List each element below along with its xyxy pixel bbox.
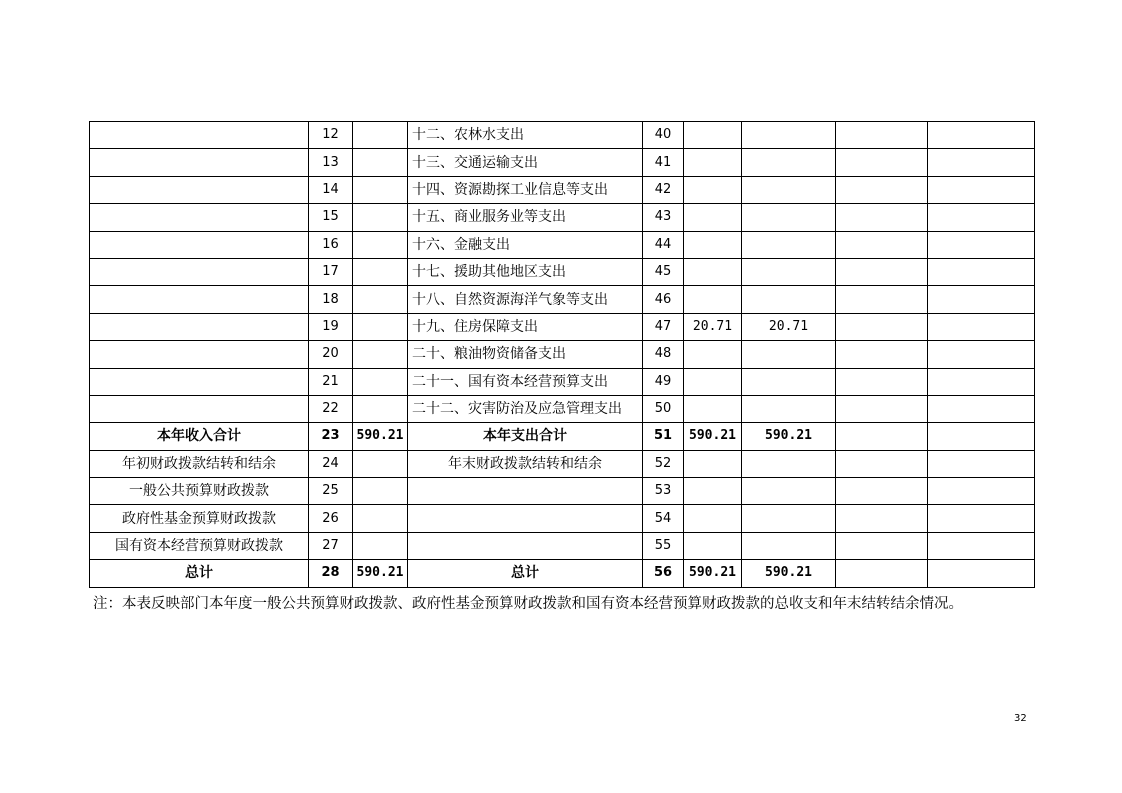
income-item-cell <box>90 204 309 231</box>
general-budget-cell <box>742 505 836 532</box>
gov-fund-cell <box>836 313 928 340</box>
expense-total-cell <box>684 478 742 505</box>
income-line-no-cell: 22 <box>309 395 353 422</box>
state-capital-cell <box>928 560 1035 587</box>
expense-item-cell: 十九、住房保障支出 <box>408 313 643 340</box>
general-budget-cell <box>742 368 836 395</box>
gov-fund-cell <box>836 204 928 231</box>
income-amount-cell <box>353 532 408 559</box>
expense-total-cell: 20.71 <box>684 313 742 340</box>
expense-line-no-cell: 44 <box>643 231 684 258</box>
table-row <box>90 478 1035 505</box>
expense-total-cell <box>684 532 742 559</box>
income-line-no-cell: 14 <box>309 176 353 203</box>
table-row <box>90 313 1035 340</box>
table-row <box>90 176 1035 203</box>
state-capital-cell <box>928 122 1035 149</box>
expense-item-cell: 二十一、国有资本经营预算支出 <box>408 368 643 395</box>
gov-fund-cell <box>836 560 928 587</box>
state-capital-cell <box>928 341 1035 368</box>
expense-line-no-cell: 52 <box>643 450 684 477</box>
income-amount-cell <box>353 341 408 368</box>
expense-line-no-cell: 55 <box>643 532 684 559</box>
income-amount-cell <box>353 258 408 285</box>
expense-total-cell <box>684 122 742 149</box>
expense-line-no-cell: 46 <box>643 286 684 313</box>
expense-total-cell <box>684 204 742 231</box>
income-amount-cell <box>353 450 408 477</box>
expense-item-cell: 十八、自然资源海洋气象等支出 <box>408 286 643 313</box>
general-budget-cell <box>742 341 836 368</box>
expense-item-cell: 十四、资源勘探工业信息等支出 <box>408 176 643 203</box>
table-row <box>90 423 1035 450</box>
gov-fund-cell <box>836 532 928 559</box>
gov-fund-cell <box>836 149 928 176</box>
expense-line-no-cell: 53 <box>643 478 684 505</box>
table-row <box>90 505 1035 532</box>
table-body <box>90 122 1035 588</box>
state-capital-cell <box>928 231 1035 258</box>
expense-item-cell: 二十、粮油物资储备支出 <box>408 341 643 368</box>
expense-total-cell <box>684 505 742 532</box>
income-line-no-cell: 27 <box>309 532 353 559</box>
state-capital-cell <box>928 258 1035 285</box>
income-amount-cell <box>353 313 408 340</box>
expense-line-no-cell: 49 <box>643 368 684 395</box>
income-item-cell <box>90 122 309 149</box>
income-line-no-cell: 17 <box>309 258 353 285</box>
income-amount-cell <box>353 231 408 258</box>
gov-fund-cell <box>836 423 928 450</box>
state-capital-cell <box>928 149 1035 176</box>
table-row <box>90 560 1035 587</box>
general-budget-cell <box>742 122 836 149</box>
general-budget-cell: 20.71 <box>742 313 836 340</box>
income-line-no-cell: 21 <box>309 368 353 395</box>
state-capital-cell <box>928 478 1035 505</box>
income-item-cell <box>90 231 309 258</box>
income-amount-cell: 590.21 <box>353 423 408 450</box>
general-budget-cell <box>742 286 836 313</box>
income-line-no-cell: 28 <box>309 560 353 587</box>
expense-line-no-cell: 47 <box>643 313 684 340</box>
expense-line-no-cell: 56 <box>643 560 684 587</box>
income-line-no-cell: 19 <box>309 313 353 340</box>
expense-line-no-cell: 54 <box>643 505 684 532</box>
table-row <box>90 286 1035 313</box>
income-line-no-cell: 24 <box>309 450 353 477</box>
income-item-cell: 总计 <box>90 560 309 587</box>
expense-item-cell: 总计 <box>408 560 643 587</box>
general-budget-cell <box>742 532 836 559</box>
table-row <box>90 450 1035 477</box>
general-budget-cell <box>742 149 836 176</box>
table-row <box>90 204 1035 231</box>
income-line-no-cell: 25 <box>309 478 353 505</box>
state-capital-cell <box>928 532 1035 559</box>
state-capital-cell <box>928 313 1035 340</box>
expense-line-no-cell: 42 <box>643 176 684 203</box>
expense-total-cell <box>684 341 742 368</box>
general-budget-cell <box>742 176 836 203</box>
income-amount-cell <box>353 122 408 149</box>
income-item-cell: 年初财政拨款结转和结余 <box>90 450 309 477</box>
budget-table <box>89 121 1035 588</box>
income-line-no-cell: 23 <box>309 423 353 450</box>
expense-line-no-cell: 41 <box>643 149 684 176</box>
state-capital-cell <box>928 286 1035 313</box>
state-capital-cell <box>928 204 1035 231</box>
general-budget-cell <box>742 395 836 422</box>
income-amount-cell <box>353 204 408 231</box>
state-capital-cell <box>928 450 1035 477</box>
expense-item-cell: 十五、商业服务业等支出 <box>408 204 643 231</box>
expense-total-cell <box>684 395 742 422</box>
income-amount-cell <box>353 478 408 505</box>
expense-total-cell <box>684 231 742 258</box>
gov-fund-cell <box>836 450 928 477</box>
income-amount-cell <box>353 505 408 532</box>
income-item-cell: 本年收入合计 <box>90 423 309 450</box>
income-line-no-cell: 26 <box>309 505 353 532</box>
expense-total-cell <box>684 368 742 395</box>
expense-line-no-cell: 43 <box>643 204 684 231</box>
income-item-cell: 政府性基金预算财政拨款 <box>90 505 309 532</box>
expense-item-cell <box>408 505 643 532</box>
general-budget-cell <box>742 258 836 285</box>
income-line-no-cell: 20 <box>309 341 353 368</box>
table-row <box>90 341 1035 368</box>
general-budget-cell <box>742 450 836 477</box>
state-capital-cell <box>928 176 1035 203</box>
expense-item-cell: 十三、交通运输支出 <box>408 149 643 176</box>
general-budget-cell <box>742 204 836 231</box>
gov-fund-cell <box>836 395 928 422</box>
income-amount-cell <box>353 368 408 395</box>
expense-total-cell: 590.21 <box>684 423 742 450</box>
expense-line-no-cell: 40 <box>643 122 684 149</box>
table-row <box>90 258 1035 285</box>
general-budget-cell <box>742 478 836 505</box>
general-budget-cell: 590.21 <box>742 560 836 587</box>
expense-total-cell <box>684 286 742 313</box>
income-amount-cell <box>353 149 408 176</box>
expense-line-no-cell: 48 <box>643 341 684 368</box>
income-item-cell <box>90 286 309 313</box>
income-amount-cell <box>353 286 408 313</box>
gov-fund-cell <box>836 478 928 505</box>
income-line-no-cell: 13 <box>309 149 353 176</box>
income-line-no-cell: 12 <box>309 122 353 149</box>
income-amount-cell <box>353 176 408 203</box>
income-item-cell <box>90 313 309 340</box>
income-line-no-cell: 16 <box>309 231 353 258</box>
state-capital-cell <box>928 368 1035 395</box>
income-item-cell <box>90 395 309 422</box>
gov-fund-cell <box>836 231 928 258</box>
gov-fund-cell <box>836 368 928 395</box>
income-item-cell <box>90 149 309 176</box>
expense-item-cell: 十七、援助其他地区支出 <box>408 258 643 285</box>
table-note: 注：本表反映部门本年度一般公共预算财政拨款、政府性基金预算财政拨款和国有资本经营预算财政拨款的总收支和年末结转结余情况。 <box>93 596 963 612</box>
expense-item-cell: 本年支出合计 <box>408 423 643 450</box>
expense-line-no-cell: 50 <box>643 395 684 422</box>
income-amount-cell <box>353 395 408 422</box>
income-item-cell <box>90 176 309 203</box>
table-row <box>90 532 1035 559</box>
income-item-cell <box>90 341 309 368</box>
expense-item-cell <box>408 478 643 505</box>
general-budget-cell <box>742 231 836 258</box>
page-number: 32 <box>1014 713 1027 724</box>
gov-fund-cell <box>836 176 928 203</box>
table-row <box>90 395 1035 422</box>
general-budget-cell: 590.21 <box>742 423 836 450</box>
income-item-cell <box>90 258 309 285</box>
income-line-no-cell: 15 <box>309 204 353 231</box>
table-row <box>90 149 1035 176</box>
expense-total-cell <box>684 450 742 477</box>
expense-total-cell: 590.21 <box>684 560 742 587</box>
gov-fund-cell <box>836 505 928 532</box>
expense-line-no-cell: 51 <box>643 423 684 450</box>
gov-fund-cell <box>836 341 928 368</box>
expense-total-cell <box>684 258 742 285</box>
table-row <box>90 231 1035 258</box>
income-amount-cell: 590.21 <box>353 560 408 587</box>
expense-item-cell: 十六、金融支出 <box>408 231 643 258</box>
expense-total-cell <box>684 176 742 203</box>
state-capital-cell <box>928 395 1035 422</box>
table-row <box>90 368 1035 395</box>
expense-item-cell <box>408 532 643 559</box>
income-item-cell: 一般公共预算财政拨款 <box>90 478 309 505</box>
expense-item-cell: 十二、农林水支出 <box>408 122 643 149</box>
expense-item-cell: 年末财政拨款结转和结余 <box>408 450 643 477</box>
expense-item-cell: 二十二、灾害防治及应急管理支出 <box>408 395 643 422</box>
state-capital-cell <box>928 505 1035 532</box>
income-item-cell: 国有资本经营预算财政拨款 <box>90 532 309 559</box>
gov-fund-cell <box>836 258 928 285</box>
gov-fund-cell <box>836 286 928 313</box>
expense-line-no-cell: 45 <box>643 258 684 285</box>
income-item-cell <box>90 368 309 395</box>
table-row <box>90 122 1035 149</box>
expense-total-cell <box>684 149 742 176</box>
income-line-no-cell: 18 <box>309 286 353 313</box>
gov-fund-cell <box>836 122 928 149</box>
state-capital-cell <box>928 423 1035 450</box>
